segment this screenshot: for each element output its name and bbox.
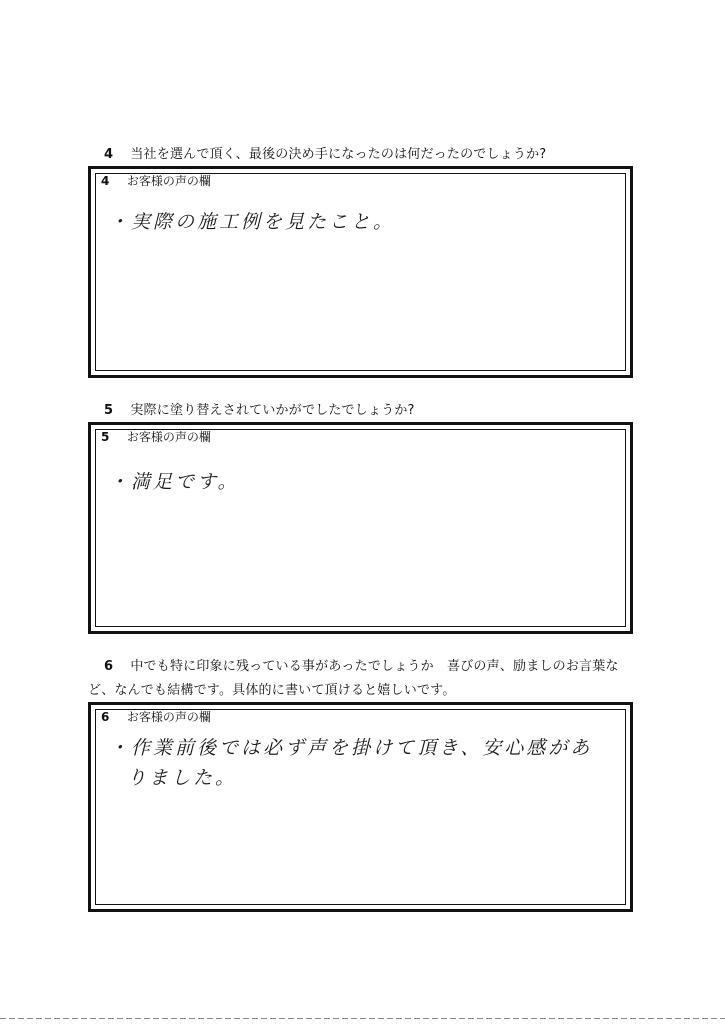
handwritten-answer-line-2: りました。	[127, 767, 238, 789]
question-text-line-1: 中でも特に印象に残っている事があったでしょうか 喜びの声、励ましのお言葉な	[130, 659, 619, 674]
answer-box-4	[88, 166, 633, 378]
question-text-line-2: ど、なんでも結構です。具体的に書いて頂けると嬉しいです。	[88, 683, 456, 698]
handwritten-answer: ・満足です。	[109, 471, 240, 493]
question-6	[104, 656, 619, 678]
box-number: 4	[101, 174, 110, 188]
answer-box-5	[88, 422, 633, 634]
box-label-text: お客様の声の欄	[126, 174, 211, 188]
box-label	[101, 709, 211, 725]
box-label	[101, 429, 211, 445]
question-4	[104, 144, 546, 166]
answer-box-6	[88, 702, 633, 912]
box-number: 5	[101, 430, 110, 444]
question-number: 6	[104, 659, 114, 674]
question-text: 実際に塗り替えされていかがでしたでしょうか?	[130, 403, 415, 418]
box-label-text: お客様の声の欄	[126, 430, 211, 444]
question-number: 4	[104, 147, 114, 162]
question-5	[104, 400, 415, 422]
box-label-text: お客様の声の欄	[126, 710, 211, 724]
page-bottom-rule	[0, 1018, 725, 1019]
handwritten-answer-line-1: ・作業前後では必ず声を掛けて頂き、安心感があ	[109, 737, 593, 759]
question-number: 5	[104, 403, 114, 418]
box-label	[101, 173, 211, 189]
question-6-continued	[88, 680, 456, 702]
box-number: 6	[101, 710, 110, 724]
question-text: 当社を選んで頂く、最後の決め手になったのは何だったのでしょうか?	[130, 147, 547, 162]
handwritten-answer: ・実際の施工例を見たこと。	[109, 211, 396, 233]
